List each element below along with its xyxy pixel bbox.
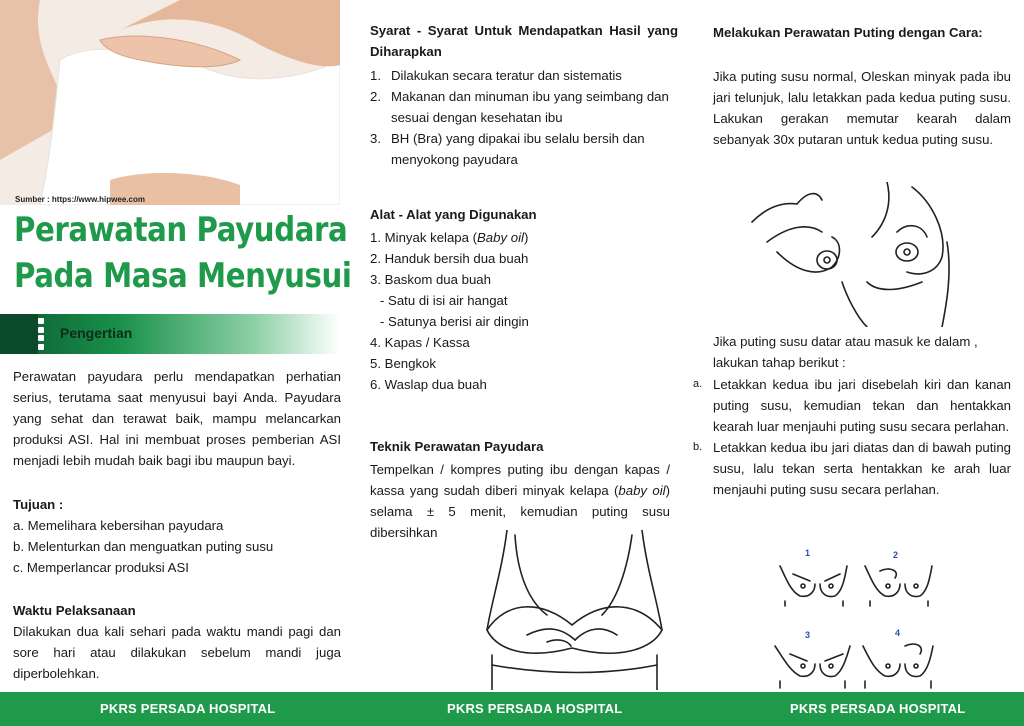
panel-right [693,0,1015,692]
list-item: 3. BH (Bra) yang dipakai ibu selalu bersih dan menyokong payudara [370,131,645,167]
step-number-1: 1 [805,548,811,558]
teknik-paragraph: Tempelkan / kompres puting ibu dengan kapas / kassa yang sudah diberi minyak kelapa (baby oil) selama ± 5 menit, kemudian puting susu dibersihkan [370,462,670,540]
step-number-4: 4 [895,628,901,638]
list-item: 6. Waslap dua buah [370,377,487,392]
intro-paragraph: Perawatan payudara perlu mendapatkan perhatian serius, terutama saat menyusui bayi Anda. Payudara yang sehat dan terawat baik, mampu melancarkan produksi ASI. Hal ini membuat proses pemberian ASI menjadi lebih mudah baik bagi ibu maupun bayi. [13,369,341,468]
syarat-heading: Syarat - Syarat Untuk Mendapatkan Hasil yang Diharapkan [370,23,678,59]
title-line-2: Pada Masa Menyusui [14,256,352,296]
tujuan-list [13,515,343,578]
alat-list [370,227,680,395]
list-item: 1. Minyak kelapa (Baby oil) [370,230,529,245]
step-sketch-2 [865,566,932,606]
tujuan-heading: Tujuan : [13,497,64,512]
panel-left [0,0,350,692]
list-item: 1. Dilakukan secara teratur dan sistematis [370,68,622,83]
list-item: 2. Makanan dan minuman ibu yang seimbang dan sesuai dengan kesehatan ibu [370,89,669,125]
page-title [14,207,352,299]
hoffman-steps-illustration [765,546,940,690]
syarat-list [370,65,680,170]
waktu-paragraph: Dilakukan dua kali sehari pada waktu mandi pagi dan sore hari atau dilakukan sebelum mandi juga diperbolehkan. [13,624,341,681]
list-item: b. Melenturkan dan menguatkan puting susu [13,539,274,554]
step-number-3: 3 [805,630,811,640]
nipple-massage-illustration [747,182,957,327]
list-item: a. Memelihara kebersihan payudara [13,518,224,533]
breast-hands-photo [0,0,340,205]
footer-label: PKRS PERSADA HOSPITAL [790,701,966,716]
flat-nipple-intro: Jika puting susu datar atau masuk ke dalam , lakukan tahap berikut : [713,334,978,370]
list-item: 3. Baskom dua buah [370,272,491,287]
footer-bar [0,692,1024,726]
step-sketch-4 [863,644,933,688]
list-item: 2. Handuk bersih dua buah [370,251,529,266]
section-header-pengertian [0,314,340,354]
decorative-dots [38,318,46,350]
step-sketch-3 [775,646,850,688]
step-sketch-1 [780,566,847,606]
list-item: 5. Bengkok [370,356,436,371]
section-label: Pengertian [60,325,133,341]
teknik-heading: Teknik Perawatan Payudara [370,439,544,454]
list-item: b. Letakkan kedua ibu jari diatas dan di bawah puting susu, lalu tekan serta hentakkan ke arah luar menjauhi puting susu secara perlahan. [693,440,1011,497]
sub-list-item: - Satunya berisi air dingin [380,314,529,329]
step-number-2: 2 [893,550,899,560]
flat-nipple-steps [693,374,1011,500]
list-item: a. Letakkan kedua ibu jari disebelah kiri dan kanan puting susu, kemudian tekan dan hentakkan kearah luar menjauhi puting susu secara perlahan. [693,377,1011,434]
title-line-1: Perawatan Payudara [14,210,348,250]
footer-label: PKRS PERSADA HOSPITAL [100,701,276,716]
panel-middle [362,0,682,692]
sub-list-item: - Satu di isi air hangat [380,293,508,308]
image-source: Sumber : https://www.hipwee.com [15,195,145,204]
cover-photo [0,0,340,205]
waktu-heading: Waktu Pelaksanaan [13,603,136,618]
perawatan-heading: Melakukan Perawatan Puting dengan Cara: [713,25,983,40]
list-item: c. Memperlancar produksi ASI [13,560,189,575]
alat-heading: Alat - Alat yang Digunakan [370,207,537,222]
footer-label: PKRS PERSADA HOSPITAL [447,701,623,716]
list-item: 4. Kapas / Kassa [370,335,470,350]
bra-illustration [467,530,682,690]
normal-nipple-paragraph: Jika puting susu normal, Oleskan minyak pada ibu jari telunjuk, lalu letakkan pada kedua puting susu. Lakukan gerakan memutar kearah dalam sebanyak 30x putaran untuk kedua puting susu. [713,69,1011,147]
